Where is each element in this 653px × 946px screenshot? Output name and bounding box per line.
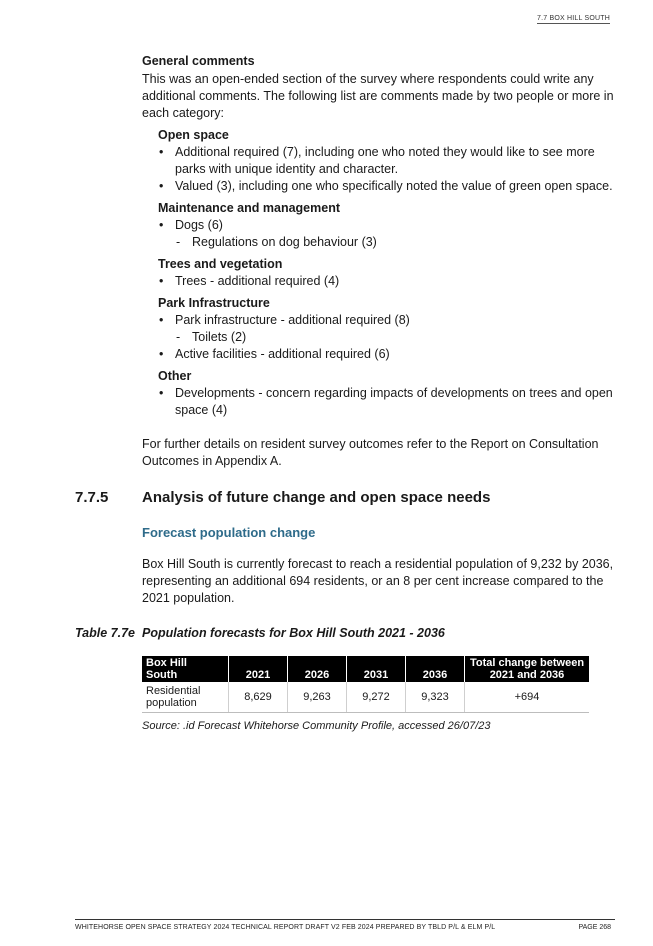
row-label: Residential population: [142, 682, 229, 713]
section-number: 7.7.5: [75, 489, 109, 506]
header-2031: 2031: [347, 656, 406, 682]
header-2036: 2036: [406, 656, 465, 682]
list-item: • Dogs (6) - Regulations on dog behaviour (3): [158, 217, 614, 251]
forecast-subheading: Forecast population change: [142, 525, 316, 540]
list-item: • Additional required (7), including one who noted they would like to see more parks with unique identity and character.: [159, 145, 595, 176]
bullet-icon: •: [159, 145, 164, 159]
footer-text: WHITEHORSE OPEN SPACE STRATEGY 2024 TECHNICAL REPORT DRAFT V2 FEB 2024 PREPARED BY TBLD P/L & ELM P/L: [75, 924, 496, 931]
population-forecast-table: [142, 656, 589, 713]
bullet-icon: •: [159, 274, 164, 288]
comment-categories: [158, 128, 614, 419]
header-area: Box Hill South: [142, 656, 229, 682]
list-item: • Park infrastructure - additional required (8) - Toilets (2): [158, 312, 614, 346]
cell-2021: 8,629: [229, 682, 288, 713]
general-comments-title: General comments: [142, 54, 255, 68]
cell-2026: 9,263: [288, 682, 347, 713]
bullet-icon: •: [159, 313, 164, 327]
header-2021: 2021: [229, 656, 288, 682]
cell-total-change: +694: [465, 682, 590, 713]
section-title: Analysis of future change and open space needs: [142, 489, 491, 506]
header-2026: 2026: [288, 656, 347, 682]
category-title: Other: [158, 369, 192, 383]
list-item: • Active facilities - additional required (6): [159, 347, 390, 361]
category-title: Trees and vegetation: [158, 257, 283, 271]
further-details-paragraph: For further details on resident survey outcomes refer to the Report on Consultation Outcomes in Appendix A.: [142, 437, 599, 468]
sub-list-item: - Toilets (2): [176, 330, 247, 344]
bullet-icon: •: [159, 179, 164, 193]
category-title: Park Infrastructure: [158, 296, 270, 310]
footer-divider: [75, 919, 615, 920]
list-item: • Trees - additional required (4): [159, 274, 340, 288]
category-open-space: [158, 128, 614, 195]
general-comments-intro: This was an open-ended section of the survey where respondents could write any additional comments. The following list are comments made by two people or more in each category:: [142, 72, 614, 120]
running-header: 7.7 BOX HILL SOUTH: [537, 15, 610, 22]
general-comments-section: [142, 54, 614, 470]
dash-icon: -: [176, 330, 181, 344]
list-item: • Valued (3), including one who specifically noted the value of green open space.: [159, 179, 613, 193]
header-total-change: Total change between 2021 and 2036: [465, 656, 590, 682]
dash-icon: -: [176, 235, 181, 249]
cell-2036: 9,323: [406, 682, 465, 713]
category-trees: [158, 257, 614, 290]
sub-list-item: - Regulations on dog behaviour (3): [176, 235, 377, 249]
page-number: PAGE 268: [578, 924, 611, 931]
bullet-icon: •: [159, 386, 164, 400]
bullet-icon: •: [159, 347, 164, 361]
list-item: • Developments - concern regarding impacts of developments on trees and open space (4): [159, 386, 613, 417]
table-caption-text: Population forecasts for Box Hill South 2021 - 2036: [142, 626, 445, 640]
category-other: [158, 369, 614, 419]
bullet-icon: •: [159, 218, 164, 232]
table-caption: [75, 626, 445, 640]
table-source: Source: .id Forecast Whitehorse Community Profile, accessed 26/07/23: [142, 720, 491, 732]
cell-2031: 9,272: [347, 682, 406, 713]
category-park-infrastructure: [158, 296, 614, 363]
category-title: Open space: [158, 128, 229, 142]
forecast-paragraph: Box Hill South is currently forecast to reach a residential population of 9,232 by 2036, representing an additional 694 residents, or an 8 per cent increase compared to the 2021 population.: [142, 557, 614, 605]
category-title: Maintenance and management: [158, 201, 340, 215]
table-header-row: [142, 656, 589, 682]
category-maintenance: [158, 201, 614, 251]
table-row: [142, 682, 589, 713]
table-label: Table 7.7e: [75, 626, 135, 640]
